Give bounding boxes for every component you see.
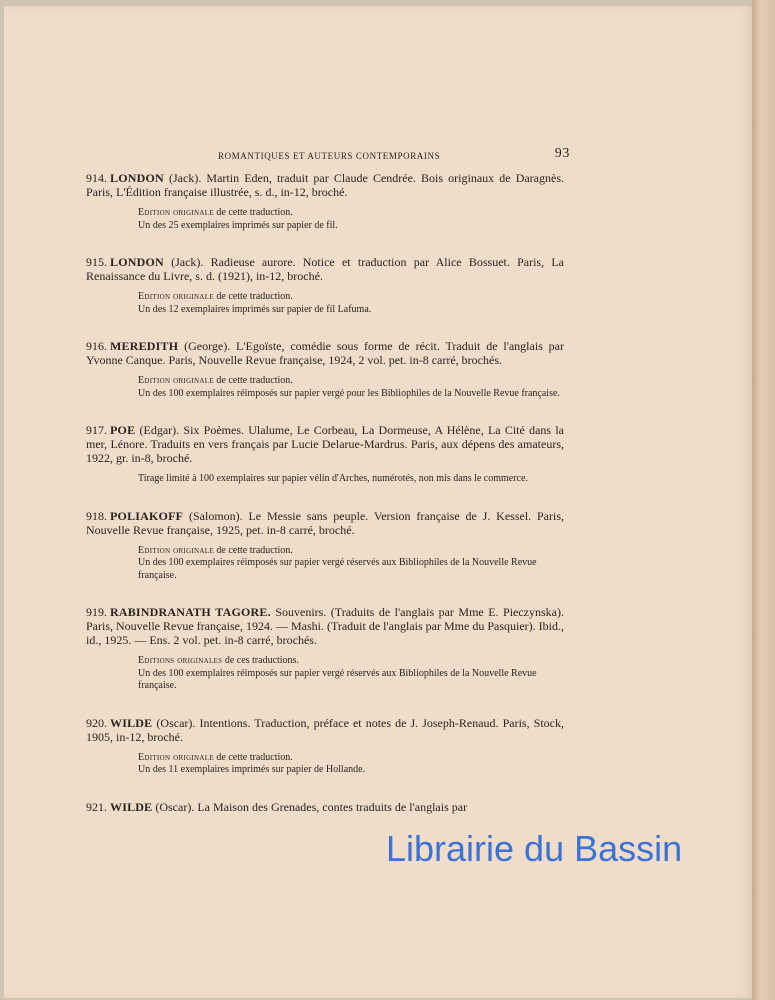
catalog-entry-918 [86,509,564,583]
entry-author: WILDE [110,799,153,814]
watermark: Librairie du Bassin [386,828,683,869]
entry-author: POE [110,423,136,437]
entry-description: (Salomon). Le Messie sans peuple. Version française de J. Kessel. Paris, Nouvelle Revue française, 1925, pet. in-8 carré, broché. [86,508,565,537]
note-line: Un des 100 exemplaires réimposés sur papier vergé réservés aux Bibliophiles de la Nouvelle Revue française. [138,667,537,691]
entry-text [86,255,564,283]
entry-note [138,473,564,486]
note-lead: Edition originale [138,751,214,763]
entry-number: 919. [86,605,107,619]
catalog-entry-916 [86,339,564,400]
catalog-entry-914 [86,171,564,232]
note-rest: de cette traduction. [216,544,293,556]
entry-note [138,207,564,232]
entry-number: 921. [86,799,107,814]
catalog-entry-920 [86,716,564,777]
entry-number: 914. [86,171,107,185]
page-content [86,146,570,814]
entry-description: (Jack). Radieuse aurore. Notice et traduction par Alice Bossuet. Paris, La Renaissance du Livre, s. d. (1921), in-12, broché. [86,255,564,283]
entry-text [86,423,564,465]
running-title: ROMANTIQUES ET AUTEURS CONTEMPORAINS [218,151,441,161]
entry-number: 920. [86,715,107,730]
page-number: 93 [554,146,570,161]
entry-number: 915. [86,255,107,269]
entry-description: Souvenirs. (Traduits de l'anglais par Mme E. Pieczynska). Paris, Nouvelle Revue française, 1924. — Mashi. (Traduit de l'anglais par Mme du Pasquier). Ibid., id., 1925. — Ens. 2 vol. pet. in-8 carré, brochés. [86,605,564,647]
entry-text [86,605,564,647]
running-head [86,146,570,164]
note-lead: Edition originale [138,207,214,218]
entry-note [138,545,564,583]
entry-number: 918. [86,508,107,523]
entry-author: WILDE [110,715,153,730]
entry-description: (Jack). Martin Eden, traduit par Claude Cendrée. Bois originaux de Daragnès. Paris, L'Édition française illustrée, s. d., in-12, broché. [86,171,565,199]
entry-author: LONDON [110,171,164,185]
note-rest: de cette traduction. [216,751,293,763]
note-line: Un des 11 exemplaires imprimés sur papier de Hollande. [138,764,366,775]
note-lead: Editions originales [138,655,223,666]
entry-description: (Oscar). La Maison des Grenades, contes traduits de l'anglais par [155,799,468,814]
entry-note [138,375,564,400]
catalog-entry-921 [86,800,564,814]
entry-description: (Oscar). Intentions. Traduction, préface et notes de J. Joseph-Renaud. Paris, Stock, 1905, in-12, broché. [86,715,565,744]
entry-note [138,655,564,693]
entry-text [86,509,564,537]
entry-author: MEREDITH [110,339,179,353]
entry-text [86,716,564,744]
note-line: Un des 12 exemplaires imprimés sur papier de fil Lafuma. [138,303,372,315]
note-rest: de cette traduction. [216,207,293,218]
note-lead: Edition originale [138,544,214,556]
note-line: Tirage limité à 100 exemplaires sur papier vélin d'Arches, numérotés, non mis dans le commerce. [138,473,528,484]
catalog-entry-917 [86,423,564,486]
entry-text [86,171,564,199]
entry-number: 917. [86,423,107,437]
entry-author: RABINDRANATH TAGORE. [110,605,271,619]
entry-author: LONDON [110,255,164,269]
note-lead: Edition originale [138,375,214,386]
note-rest: de cette traduction. [216,375,293,386]
note-rest: de cette traduction. [216,291,293,302]
note-lead: Edition originale [138,291,214,302]
entry-description: (Edgar). Six Poèmes. Ulalume, Le Corbeau, La Dormeuse, A Hélène, La Cité dans la mer, Lénore. Traduits en vers français par Lucie Delarue-Mardrus. Paris, aux dépens des amateurs, 1922, gr. in-8, broché. [86,423,564,465]
entry-text [86,800,564,814]
page-edge [752,0,775,1000]
entry-description: (George). L'Egoïste, comédie sous forme de récit. Traduit de l'anglais par Yvonne Canque. Paris, Nouvelle Revue française, 1924, 2 vol. pet. in-8 carré, brochés. [86,339,564,367]
note-line: Un des 25 exemplaires imprimés sur papier de fil. [138,219,338,231]
note-line: Un des 100 exemplaires réimposés sur papier vergé réservés aux Bibliophiles de la Nouvelle Revue française. [138,557,537,581]
note-line: Un des 100 exemplaires réimposés sur papier vergé pour les Bibliophiles de la Nouvelle Revue française. [138,387,560,399]
entry-number: 916. [86,339,107,353]
catalog-entry-919 [86,605,564,693]
catalog-entry-915 [86,255,564,316]
entry-text [86,339,564,367]
note-rest: de ces traductions. [224,655,299,666]
entry-note [138,291,564,316]
entry-author: POLIAKOFF [110,508,184,523]
entry-note [138,752,564,777]
